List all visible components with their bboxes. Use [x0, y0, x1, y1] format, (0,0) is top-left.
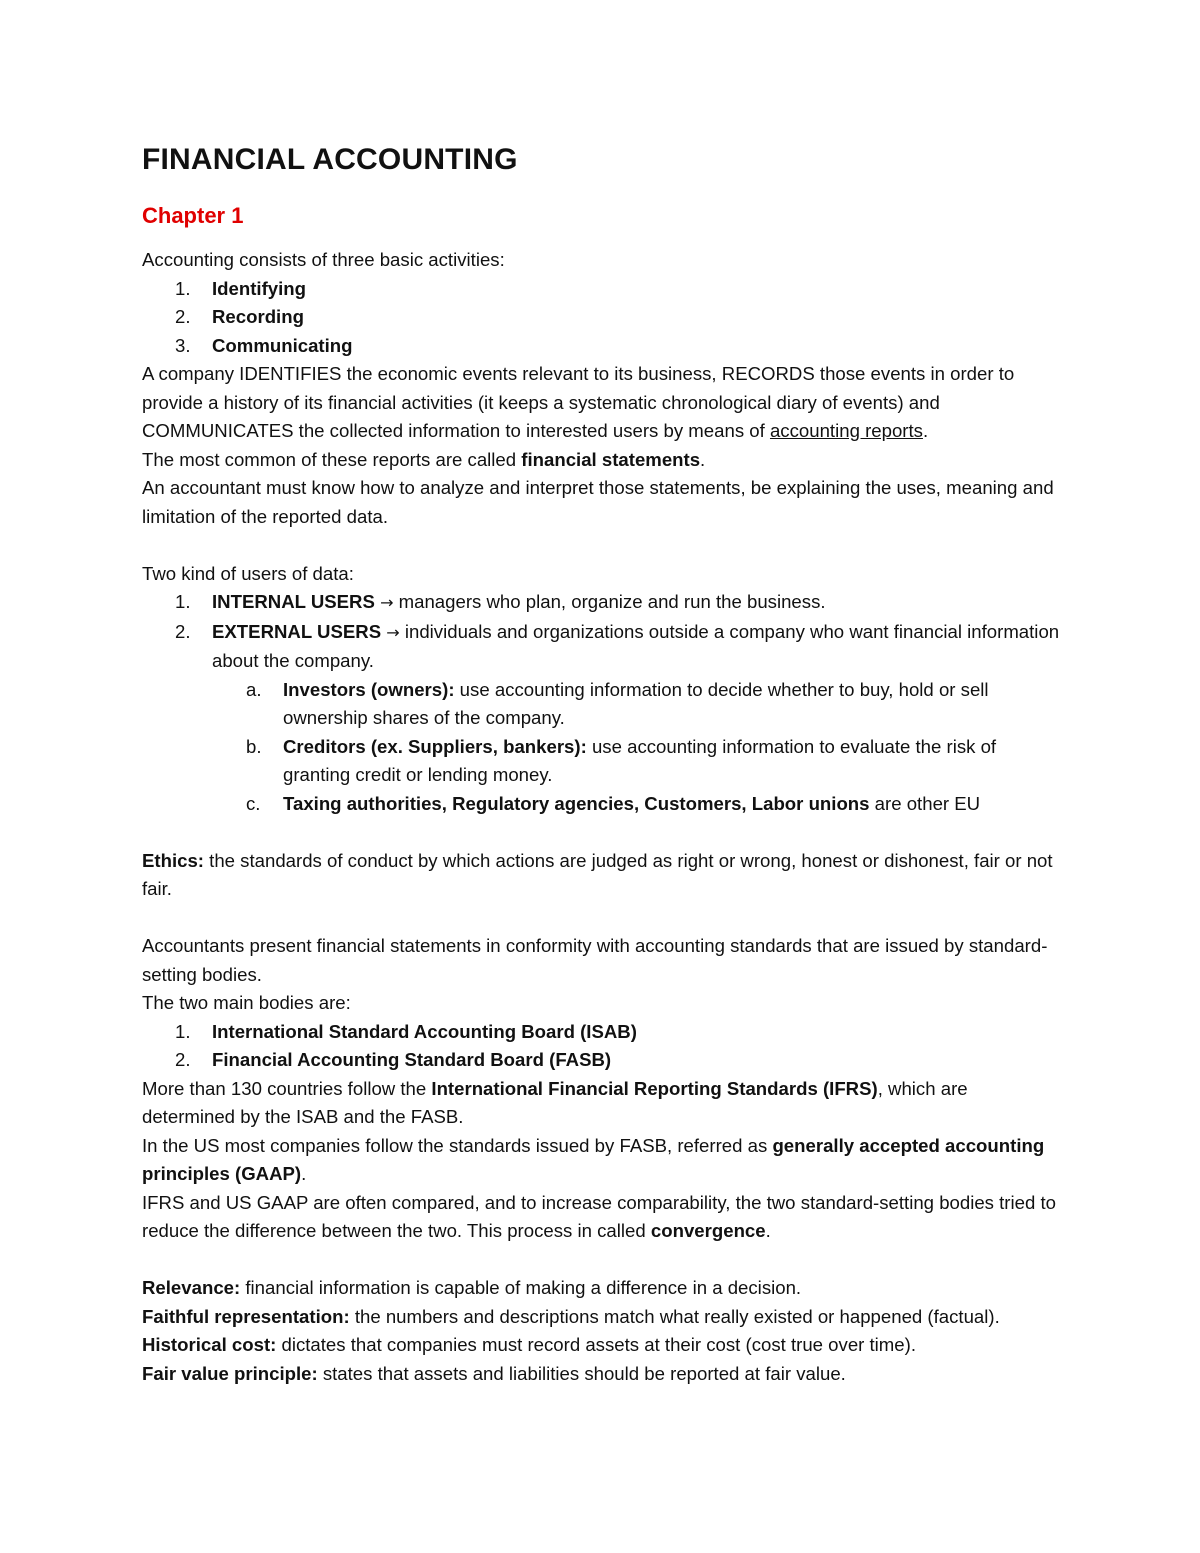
- intro-text: Accounting consists of three basic activities:: [142, 249, 505, 270]
- user-description: managers who plan, organize and run the business.: [393, 591, 826, 612]
- body-label: Financial Accounting Standard Board (FASB): [212, 1049, 612, 1070]
- external-users-list: [142, 676, 1062, 819]
- list-item: [142, 618, 1062, 676]
- term-label: Fair value principle:: [142, 1362, 318, 1384]
- document-page: [142, 140, 1062, 1388]
- accounting-reports-text: accounting reports: [769, 420, 923, 441]
- term-text: financial information is capable of making a difference in a decision.: [240, 1277, 802, 1298]
- list-item: [142, 275, 1062, 304]
- user-group-description: are other EU: [869, 792, 981, 814]
- activities-list: [142, 275, 1062, 361]
- paragraph-text: , which are determined by the ISAB and the FASB.: [142, 1077, 968, 1127]
- activity-label: Communicating: [212, 334, 353, 356]
- arrow-icon: →: [380, 593, 394, 612]
- term-text: states that assets and liabilities should be reported at fair value.: [317, 1362, 846, 1384]
- list-item: [142, 1018, 1062, 1047]
- bodies-list: [142, 1018, 1062, 1075]
- term-label: Ethics:: [142, 849, 204, 871]
- paragraph-text: .: [301, 1163, 307, 1184]
- bold-term: International Financial Reporting Standards (IFRS): [431, 1077, 878, 1099]
- user-group-label: Creditors (ex. Suppliers, bankers):: [283, 735, 587, 757]
- list-marker: c.: [246, 792, 261, 814]
- list-marker: 1.: [175, 1020, 191, 1042]
- paragraph-standards: Accountants present financial statements in conformity with accounting standards that are issued by standard-setting bodies.: [142, 935, 1048, 985]
- spacer: [142, 531, 1062, 560]
- list-item: [142, 676, 1062, 733]
- paragraph-text: .: [765, 1220, 771, 1241]
- activity-label: Recording: [212, 306, 304, 327]
- definition-faithful-representation: [142, 1303, 1062, 1332]
- paragraph-convergence: [142, 1189, 1062, 1246]
- paragraph-ifrs: [142, 1075, 1062, 1132]
- body-label: International Standard Accounting Board (ISAB): [212, 1020, 637, 1042]
- definition-relevance: [142, 1274, 1062, 1303]
- list-item: [142, 790, 1062, 819]
- ethics-definition: [142, 847, 1062, 904]
- list-marker: b.: [246, 735, 262, 757]
- paragraph-gaap: [142, 1132, 1062, 1189]
- chapter-heading: Chapter 1: [142, 203, 244, 228]
- list-item: [142, 303, 1062, 332]
- spacer: [142, 1246, 1062, 1275]
- term-label: Faithful representation:: [142, 1305, 350, 1327]
- list-marker: 3.: [175, 334, 191, 356]
- term-label: Historical cost:: [142, 1334, 277, 1355]
- paragraph-activities: [142, 360, 1062, 446]
- list-marker: 2.: [175, 1049, 191, 1070]
- paragraph-accountant: An accountant must know how to analyze and interpret those statements, be explaining the uses, meaning and limitation of the reported data.: [142, 477, 1054, 527]
- spacer: [142, 818, 1062, 847]
- list-marker: 2.: [175, 306, 191, 327]
- list-item: [142, 588, 1062, 618]
- paragraph-text: More than 130 countries follow the: [142, 1077, 432, 1099]
- users-intro: Two kind of users of data:: [142, 562, 354, 584]
- paragraph-text: A company IDENTIFIES the economic events relevant to its business, RECORDS those events in order to provide a history of its financial activities (it keeps a systematic chronological diary of events) and COMMUNICATES the collected information to interested users by means of: [142, 363, 1015, 441]
- bodies-intro: The two main bodies are:: [142, 992, 351, 1013]
- user-group-description: use accounting information to decide whether to buy, hold or sell ownership shares of the company.: [283, 678, 989, 728]
- term-label: Relevance:: [142, 1277, 241, 1298]
- paragraph-text: .: [922, 420, 929, 441]
- user-description: individuals and organizations outside a company who want financial information about the company.: [212, 620, 1060, 671]
- list-item: [142, 332, 1062, 361]
- users-list: [142, 588, 1062, 676]
- spacer: [142, 904, 1062, 933]
- bold-term: convergence: [650, 1220, 766, 1241]
- term-text: the numbers and descriptions match what really existed or happened (factual).: [349, 1305, 1000, 1327]
- bold-term: financial statements: [521, 448, 701, 470]
- user-group-label: Taxing authorities, Regulatory agencies, Customers, Labor unions: [283, 792, 870, 814]
- activity-label: Identifying: [212, 277, 306, 299]
- user-group-label: Investors (owners):: [283, 678, 455, 700]
- paragraph-text: In the US most companies follow the standards issued by FASB, referred as: [142, 1134, 773, 1156]
- user-group-description: use accounting information to evaluate the risk of granting credit or lending money.: [283, 735, 997, 785]
- paragraph-text: IFRS and US GAAP are often compared, and to increase comparability, the two standard-setting bodies tried to reduce the difference between the two. This process in called: [142, 1191, 1056, 1241]
- list-marker: 2.: [175, 620, 191, 642]
- list-item: [142, 733, 1062, 790]
- list-marker: a.: [246, 678, 262, 700]
- bold-term: generally accepted accounting principles (GAAP): [142, 1134, 1045, 1184]
- definition-fair-value: [142, 1360, 1062, 1389]
- paragraph-statements: [142, 446, 1062, 475]
- list-marker: 1.: [175, 277, 191, 299]
- paragraph-text: The most common of these reports are called: [142, 448, 522, 470]
- user-type-label: INTERNAL USERS: [212, 591, 375, 612]
- term-text: dictates that companies must record assets at their cost (cost true over time).: [276, 1334, 916, 1355]
- list-item: [142, 1046, 1062, 1075]
- definition-historical-cost: [142, 1331, 1062, 1360]
- user-type-label: EXTERNAL USERS: [212, 620, 382, 642]
- term-text: the standards of conduct by which actions are judged as right or wrong, honest or dishonest, fair or not fair.: [142, 849, 1053, 899]
- paragraph-text: .: [700, 448, 706, 470]
- arrow-icon: →: [386, 622, 400, 642]
- document-title: FINANCIAL ACCOUNTING: [142, 143, 518, 176]
- list-marker: 1.: [175, 591, 191, 612]
